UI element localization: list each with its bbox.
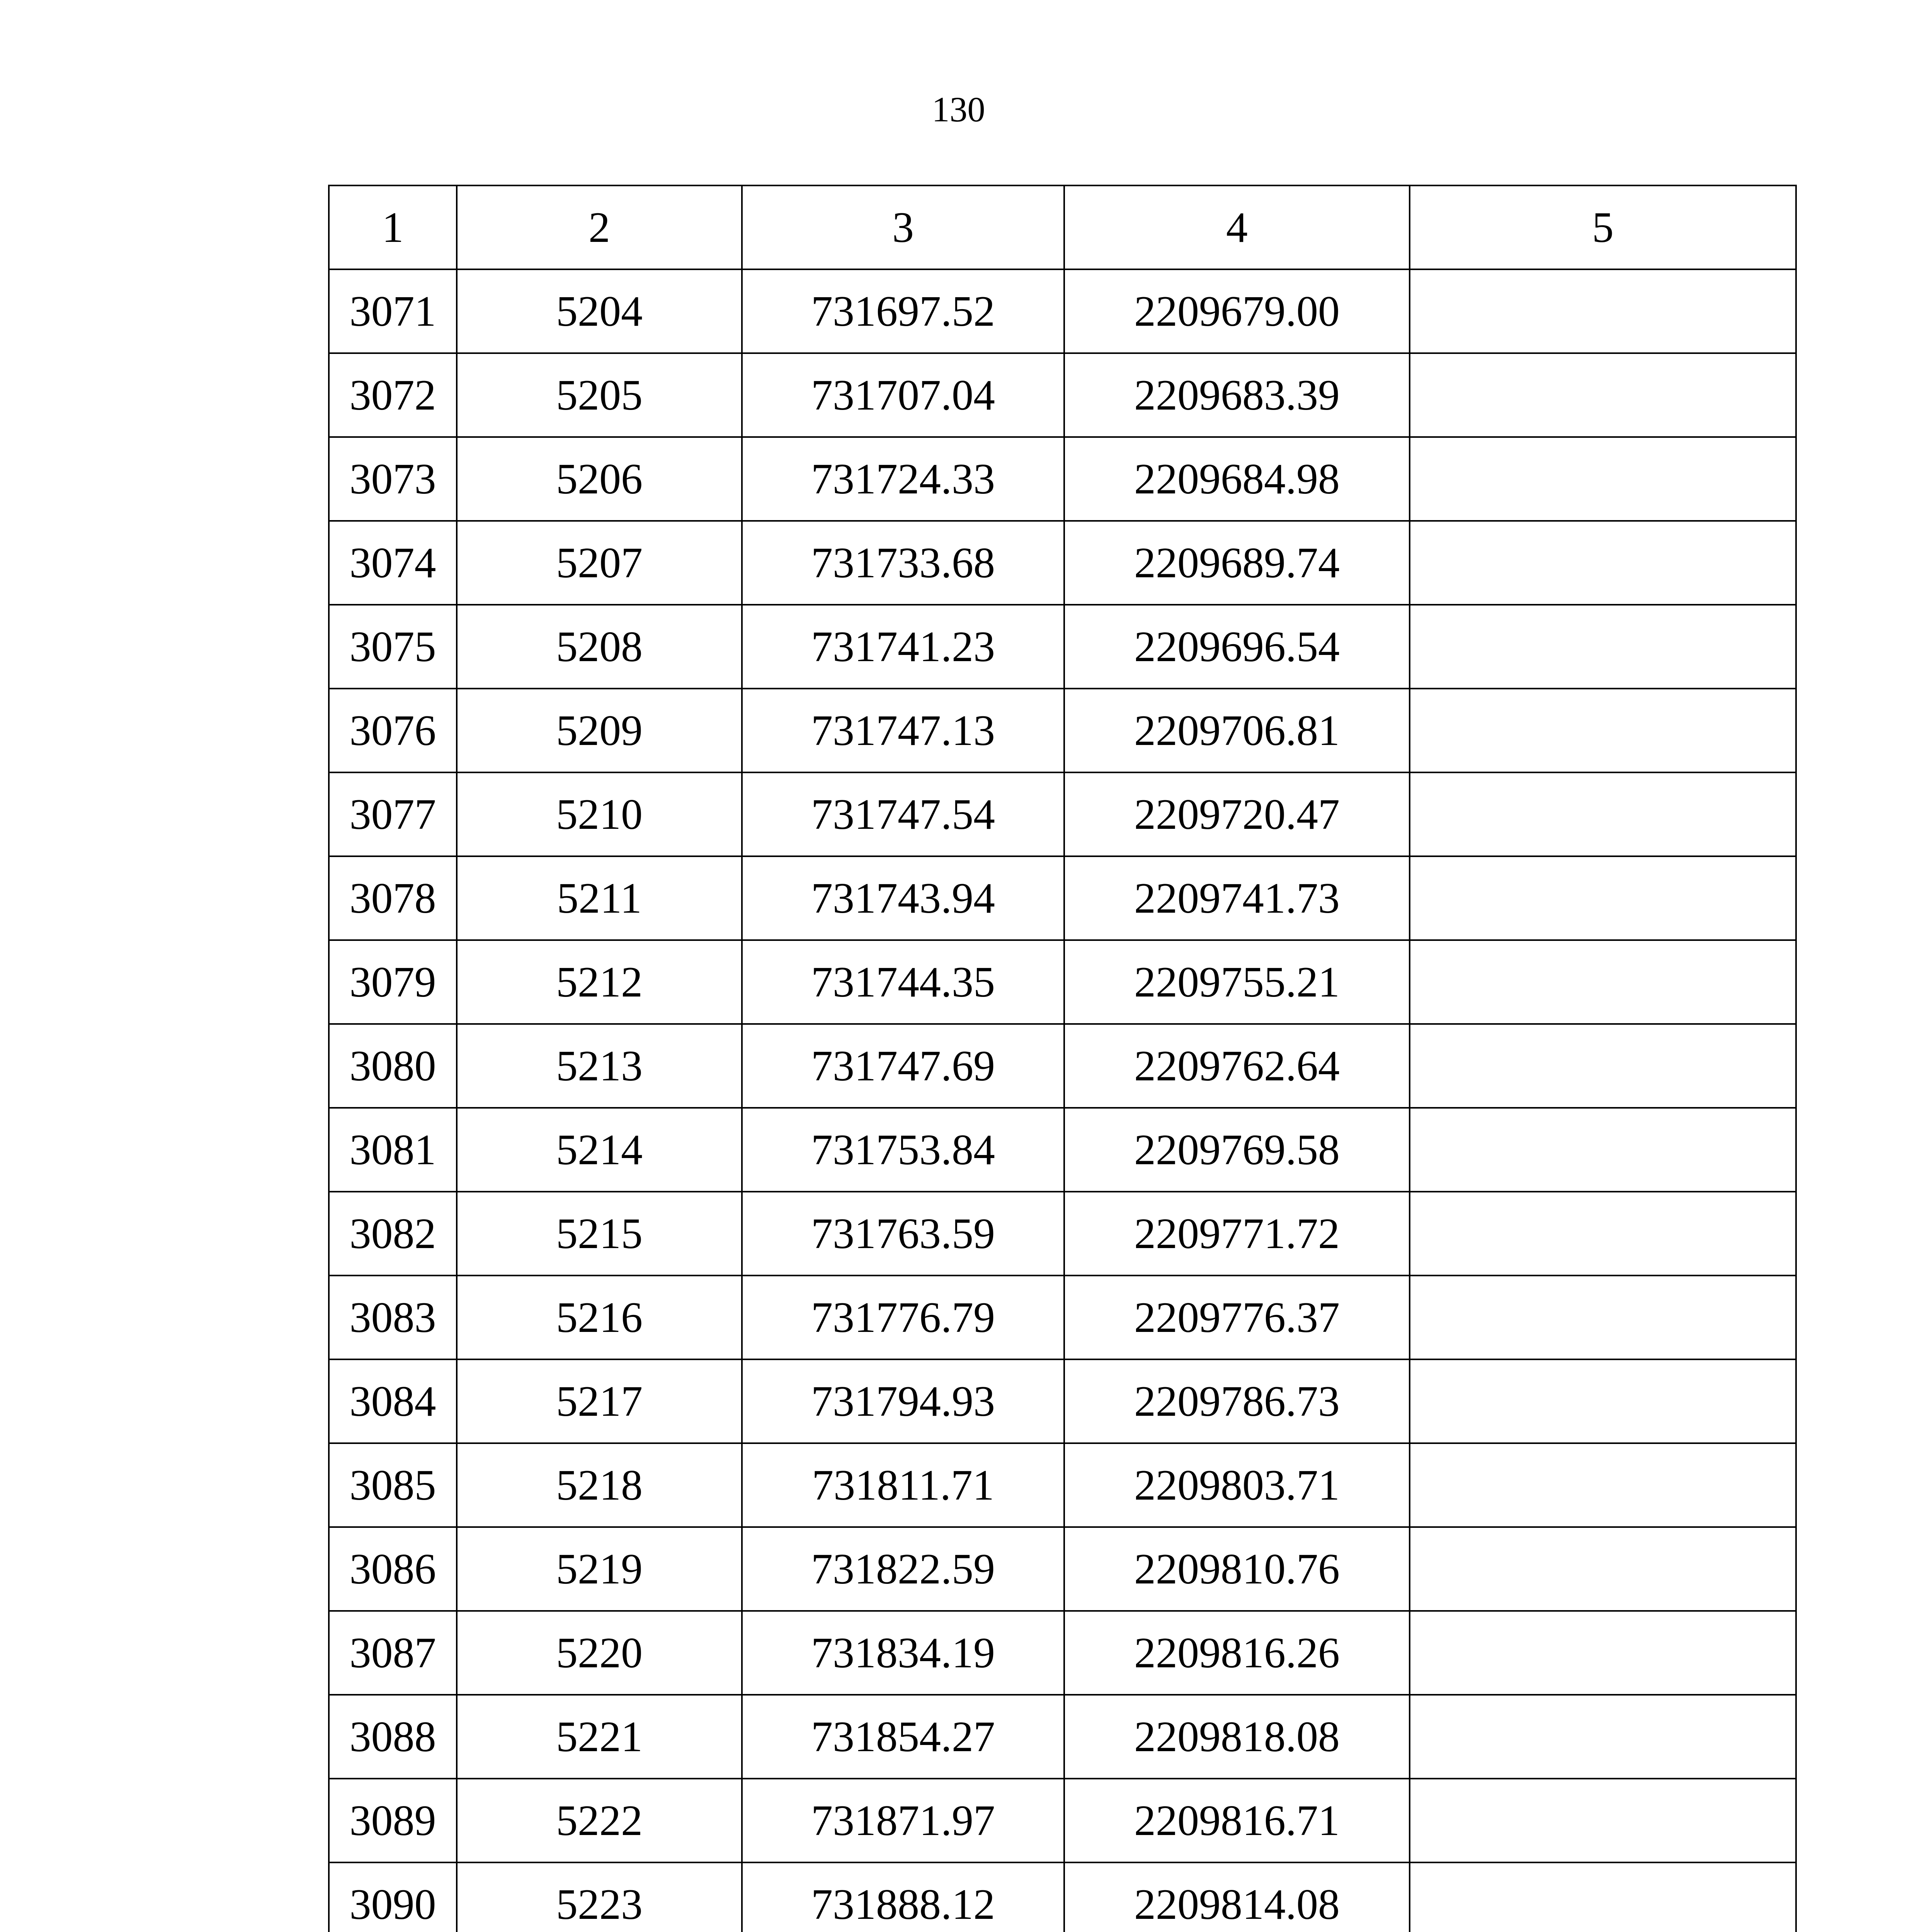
table-row <box>329 1779 1796 1862</box>
note-cell <box>1410 1024 1796 1108</box>
point-number-cell: 5221 <box>457 1695 742 1779</box>
y-coordinate-cell: 2209689.74 <box>1064 521 1410 605</box>
x-coordinate-cell: 731747.54 <box>742 772 1064 856</box>
point-number-cell: 5209 <box>457 689 742 772</box>
x-coordinate-cell: 731747.13 <box>742 689 1064 772</box>
point-number-cell: 5206 <box>457 437 742 521</box>
column-header-4: 4 <box>1064 185 1410 269</box>
table-row <box>329 1695 1796 1779</box>
table-row <box>329 1359 1796 1443</box>
table-row <box>329 605 1796 689</box>
table-row <box>329 1192 1796 1276</box>
x-coordinate-cell: 731753.84 <box>742 1108 1064 1192</box>
point-number-cell: 5222 <box>457 1779 742 1862</box>
y-coordinate-cell: 2209755.21 <box>1064 940 1410 1024</box>
note-cell <box>1410 689 1796 772</box>
y-coordinate-cell: 2209741.73 <box>1064 856 1410 940</box>
x-coordinate-cell: 731763.59 <box>742 1192 1064 1276</box>
table-row <box>329 772 1796 856</box>
x-coordinate-cell: 731776.79 <box>742 1276 1064 1359</box>
y-coordinate-cell: 2209683.39 <box>1064 353 1410 437</box>
row-number-cell: 3073 <box>329 437 457 521</box>
y-coordinate-cell: 2209816.71 <box>1064 1779 1410 1862</box>
x-coordinate-cell: 731834.19 <box>742 1611 1064 1695</box>
x-coordinate-cell: 731743.94 <box>742 856 1064 940</box>
coordinates-table <box>328 185 1797 1932</box>
table-row <box>329 940 1796 1024</box>
y-coordinate-cell: 2209706.81 <box>1064 689 1410 772</box>
note-cell <box>1410 1276 1796 1359</box>
note-cell <box>1410 353 1796 437</box>
row-number-cell: 3078 <box>329 856 457 940</box>
point-number-cell: 5205 <box>457 353 742 437</box>
y-coordinate-cell: 2209814.08 <box>1064 1862 1410 1932</box>
table-row <box>329 856 1796 940</box>
x-coordinate-cell: 731811.71 <box>742 1443 1064 1527</box>
point-number-cell: 5204 <box>457 269 742 353</box>
note-cell <box>1410 269 1796 353</box>
row-number-cell: 3083 <box>329 1276 457 1359</box>
x-coordinate-cell: 731744.35 <box>742 940 1064 1024</box>
y-coordinate-cell: 2209818.08 <box>1064 1695 1410 1779</box>
x-coordinate-cell: 731741.23 <box>742 605 1064 689</box>
x-coordinate-cell: 731871.97 <box>742 1779 1064 1862</box>
table-row <box>329 1276 1796 1359</box>
note-cell <box>1410 1779 1796 1862</box>
column-header-5: 5 <box>1410 185 1796 269</box>
table-body <box>329 185 1796 1932</box>
y-coordinate-cell: 2209816.26 <box>1064 1611 1410 1695</box>
column-header-2: 2 <box>457 185 742 269</box>
table-row <box>329 521 1796 605</box>
point-number-cell: 5219 <box>457 1527 742 1611</box>
x-coordinate-cell: 731724.33 <box>742 437 1064 521</box>
y-coordinate-cell: 2209771.72 <box>1064 1192 1410 1276</box>
note-cell <box>1410 940 1796 1024</box>
row-number-cell: 3072 <box>329 353 457 437</box>
y-coordinate-cell: 2209679.00 <box>1064 269 1410 353</box>
y-coordinate-cell: 2209810.76 <box>1064 1527 1410 1611</box>
row-number-cell: 3087 <box>329 1611 457 1695</box>
row-number-cell: 3084 <box>329 1359 457 1443</box>
point-number-cell: 5211 <box>457 856 742 940</box>
y-coordinate-cell: 2209786.73 <box>1064 1359 1410 1443</box>
x-coordinate-cell: 731822.59 <box>742 1527 1064 1611</box>
x-coordinate-cell: 731733.68 <box>742 521 1064 605</box>
table-row <box>329 437 1796 521</box>
y-coordinate-cell: 2209776.37 <box>1064 1276 1410 1359</box>
row-number-cell: 3090 <box>329 1862 457 1932</box>
note-cell <box>1410 1359 1796 1443</box>
table-row <box>329 1611 1796 1695</box>
point-number-cell: 5210 <box>457 772 742 856</box>
row-number-cell: 3082 <box>329 1192 457 1276</box>
note-cell <box>1410 1695 1796 1779</box>
table-header-row <box>329 185 1796 269</box>
x-coordinate-cell: 731854.27 <box>742 1695 1064 1779</box>
y-coordinate-cell: 2209769.58 <box>1064 1108 1410 1192</box>
row-number-cell: 3086 <box>329 1527 457 1611</box>
note-cell <box>1410 1527 1796 1611</box>
note-cell <box>1410 437 1796 521</box>
row-number-cell: 3071 <box>329 269 457 353</box>
column-header-1: 1 <box>329 185 457 269</box>
x-coordinate-cell: 731888.12 <box>742 1862 1064 1932</box>
table-row <box>329 353 1796 437</box>
x-coordinate-cell: 731707.04 <box>742 353 1064 437</box>
y-coordinate-cell: 2209684.98 <box>1064 437 1410 521</box>
row-number-cell: 3080 <box>329 1024 457 1108</box>
row-number-cell: 3074 <box>329 521 457 605</box>
table-row <box>329 1024 1796 1108</box>
row-number-cell: 3077 <box>329 772 457 856</box>
note-cell <box>1410 1443 1796 1527</box>
row-number-cell: 3079 <box>329 940 457 1024</box>
row-number-cell: 3081 <box>329 1108 457 1192</box>
note-cell <box>1410 521 1796 605</box>
note-cell <box>1410 1108 1796 1192</box>
table-row <box>329 1108 1796 1192</box>
point-number-cell: 5208 <box>457 605 742 689</box>
point-number-cell: 5218 <box>457 1443 742 1527</box>
row-number-cell: 3088 <box>329 1695 457 1779</box>
point-number-cell: 5215 <box>457 1192 742 1276</box>
note-cell <box>1410 1192 1796 1276</box>
point-number-cell: 5223 <box>457 1862 742 1932</box>
note-cell <box>1410 1611 1796 1695</box>
x-coordinate-cell: 731697.52 <box>742 269 1064 353</box>
point-number-cell: 5213 <box>457 1024 742 1108</box>
point-number-cell: 5214 <box>457 1108 742 1192</box>
note-cell <box>1410 772 1796 856</box>
column-header-3: 3 <box>742 185 1064 269</box>
row-number-cell: 3075 <box>329 605 457 689</box>
table-row <box>329 1862 1796 1932</box>
page-number: 130 <box>932 90 985 129</box>
point-number-cell: 5216 <box>457 1276 742 1359</box>
y-coordinate-cell: 2209762.64 <box>1064 1024 1410 1108</box>
point-number-cell: 5212 <box>457 940 742 1024</box>
note-cell <box>1410 1862 1796 1932</box>
table-row <box>329 689 1796 772</box>
x-coordinate-cell: 731747.69 <box>742 1024 1064 1108</box>
row-number-cell: 3076 <box>329 689 457 772</box>
point-number-cell: 5220 <box>457 1611 742 1695</box>
y-coordinate-cell: 2209720.47 <box>1064 772 1410 856</box>
table-row <box>329 1443 1796 1527</box>
note-cell <box>1410 856 1796 940</box>
point-number-cell: 5217 <box>457 1359 742 1443</box>
row-number-cell: 3085 <box>329 1443 457 1527</box>
x-coordinate-cell: 731794.93 <box>742 1359 1064 1443</box>
y-coordinate-cell: 2209803.71 <box>1064 1443 1410 1527</box>
row-number-cell: 3089 <box>329 1779 457 1862</box>
note-cell <box>1410 605 1796 689</box>
point-number-cell: 5207 <box>457 521 742 605</box>
table-row <box>329 269 1796 353</box>
y-coordinate-cell: 2209696.54 <box>1064 605 1410 689</box>
table-row <box>329 1527 1796 1611</box>
